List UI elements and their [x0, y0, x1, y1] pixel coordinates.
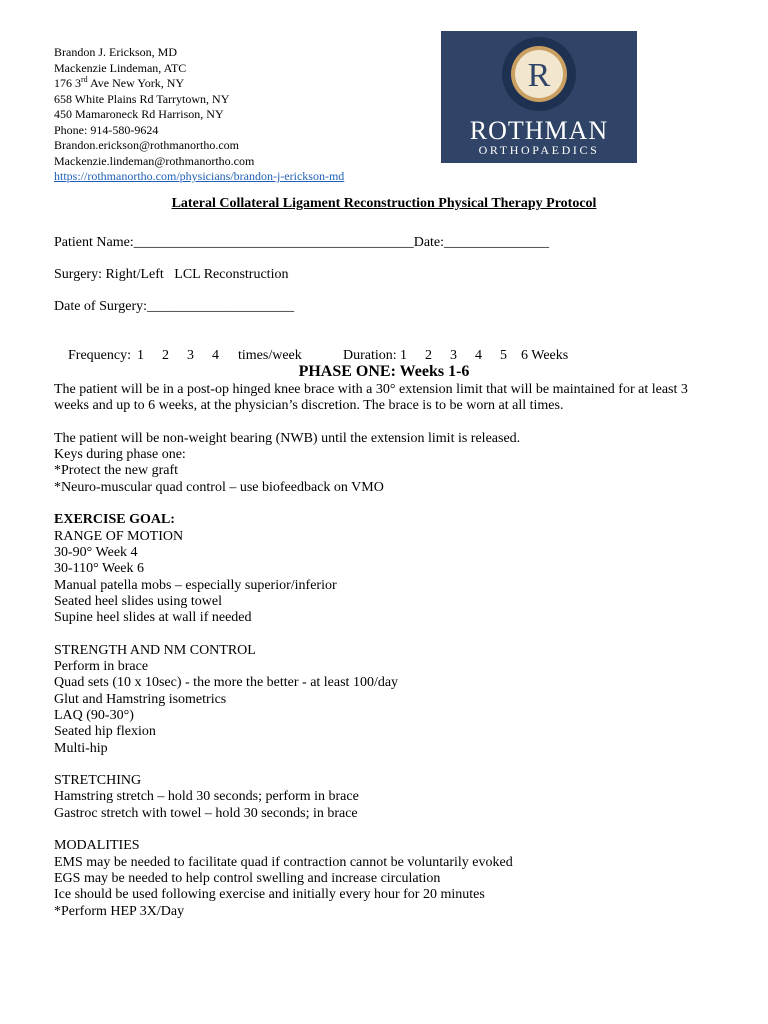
rothman-logo — [441, 31, 637, 163]
spacer — [54, 415, 704, 431]
frequency-option[interactable]: 4 — [212, 348, 219, 363]
document-title: Lateral Collateral Ligament Reconstruction Physical Therapy Protocol — [171, 196, 597, 211]
strength-item: Quad sets (10 x 10sec) - the more the better - at least 100/day — [54, 675, 399, 691]
phase-title: PHASE ONE: Weeks 1-6 — [298, 363, 470, 380]
exercise-goal-heading: EXERCISE GOAL: — [54, 512, 175, 528]
rom-item: Supine heel slides at wall if needed — [54, 610, 252, 626]
logo-wordmark: ROTHMAN — [469, 116, 609, 145]
address-new-york — [54, 76, 344, 92]
strength-item: Seated hip flexion — [54, 724, 156, 740]
modalities-item: *Perform HEP 3X/Day — [54, 903, 185, 919]
frequency-option[interactable]: 1 — [137, 348, 144, 363]
range-of-motion-heading: RANGE OF MOTION — [54, 528, 184, 544]
surgery-side: Surgery: Right/Left LCL Reconstruction — [54, 267, 289, 282]
brace-instructions: The patient will be in a post-op hinged knee brace with a 30° extension limit that will be maintained for at least 3 weeks and up to 6 weeks, at the physician’s discretion. The brace is to be worn at all times. — [54, 382, 688, 414]
strength-item: Glut and Hamstring isometrics — [54, 691, 227, 707]
stretching-item: Gastroc stretch with towel – hold 30 seconds; in brace — [54, 805, 358, 821]
strength-item: Perform in brace — [54, 659, 149, 675]
frequency-label: Frequency: — [68, 348, 131, 363]
duration-option[interactable]: 4 — [475, 348, 482, 363]
patient-name-field[interactable]: ________________________________________ — [133, 235, 414, 250]
frequency-option[interactable]: 3 — [187, 348, 194, 363]
address-ordinal: rd — [81, 75, 88, 84]
keys-heading: Keys during phase one: — [54, 447, 186, 463]
protocol-body — [54, 382, 704, 920]
date-label: Date: — [413, 235, 445, 250]
physician-profile-link[interactable]: https://rothmanortho.com/physicians/brandon-j-erickson-md — [54, 169, 345, 183]
contact-block — [54, 45, 344, 185]
surgery-date-field[interactable]: _____________________ — [147, 299, 295, 314]
duration-option[interactable]: 5 — [500, 348, 507, 363]
frequency-unit: times/week — [238, 348, 302, 363]
strength-item: Multi-hip — [54, 740, 108, 756]
rom-item: Manual patella mobs – especially superior/inferior — [54, 577, 337, 593]
physician-name: Brandon J. Erickson, MD — [54, 45, 177, 59]
strength-heading: STRENGTH AND NM CONTROL — [54, 642, 256, 658]
spacer — [54, 822, 704, 838]
key-item: *Protect the new graft — [54, 463, 179, 479]
spacer — [54, 496, 704, 512]
trainer-name: Mackenzie Lindeman, ATC — [54, 60, 187, 75]
surgery-date-row — [54, 298, 294, 315]
duration-option[interactable]: 6 Weeks — [521, 348, 569, 363]
rom-item: Seated heel slides using towel — [54, 593, 222, 609]
spacer — [54, 626, 704, 642]
surgery-date-label: Date of Surgery: — [54, 299, 148, 314]
duration-option[interactable]: 1 — [400, 348, 407, 363]
phone-number: Phone: 914-580-9624 — [54, 122, 159, 137]
spacer — [54, 757, 704, 773]
logo-subtitle: ORTHOPAEDICS — [478, 143, 600, 157]
email-trainer: Mackenzie.lindeman@rothmanortho.com — [54, 153, 255, 168]
key-item: *Neuro-muscular quad control – use biofeedback on VMO — [54, 479, 384, 495]
modalities-item: EGS may be needed to help control swelling and increase circulation — [54, 870, 441, 886]
modalities-item: Ice should be used following exercise and initially every hour for 20 minutes — [54, 887, 485, 903]
rom-item: 30-90° Week 4 — [54, 544, 138, 560]
email-physician: Brandon.erickson@rothmanortho.com — [54, 138, 240, 152]
logo-letter: R — [527, 57, 551, 94]
stretching-heading: STRETCHING — [54, 773, 142, 789]
rom-item: 30-110° Week 6 — [54, 561, 145, 577]
duration-label: Duration: — [343, 348, 397, 363]
duration-option[interactable]: 3 — [450, 348, 457, 363]
modalities-item: EMS may be needed to facilitate quad if contraction cannot be voluntarily evoked — [54, 854, 513, 870]
weight-bearing-note: The patient will be non-weight bearing (NWB) until the extension limit is released. — [54, 430, 521, 446]
date-field[interactable]: _______________ — [444, 235, 550, 250]
address-harrison: 450 Mamaroneck Rd Harrison, NY — [54, 107, 224, 121]
patient-name-row — [54, 234, 549, 251]
address-tarrytown: 658 White Plains Rd Tarrytown, NY — [54, 91, 230, 106]
duration-option[interactable]: 2 — [425, 348, 432, 363]
address-street: Ave New York, NY — [87, 76, 185, 90]
patient-name-label: Patient Name: — [54, 235, 134, 250]
strength-item: LAQ (90-30°) — [54, 707, 134, 723]
frequency-option[interactable]: 2 — [162, 348, 169, 363]
modalities-heading: MODALITIES — [54, 838, 140, 854]
stretching-item: Hamstring stretch – hold 30 seconds; perform in brace — [54, 789, 359, 805]
address-number: 176 3 — [54, 76, 81, 90]
